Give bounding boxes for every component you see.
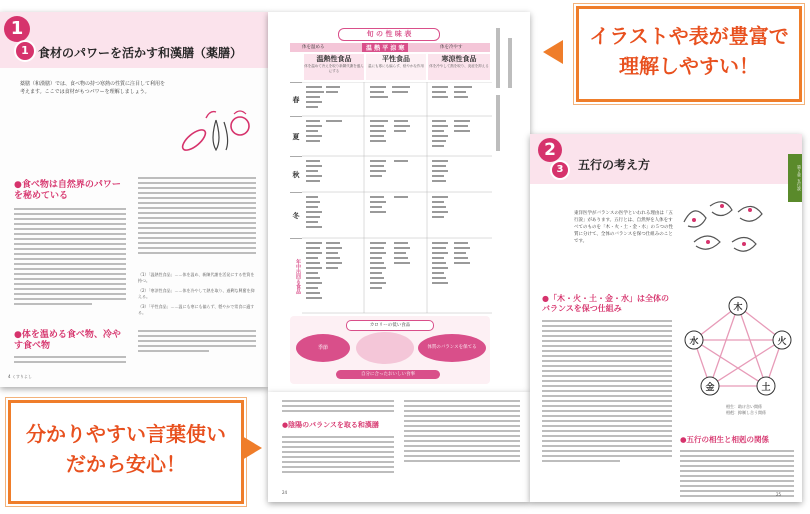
body-text-col1 [14,208,126,308]
element-label-water: 水 [689,337,699,347]
col-head-warm [304,54,364,80]
element-label-wood: 木 [733,303,743,313]
scale-mid-label: 温 熱 平 涼 寒 [362,43,408,52]
lower-text-col1 [282,400,394,415]
right-page-number: 25 [776,492,782,497]
body-text-col1 [542,320,672,465]
element-label-fire: 火 [777,337,787,347]
row-label-winter: 冬 [290,192,302,239]
legend-item: 相生：助け合い関係 [726,404,762,409]
callout-line-2: 理解しやすい！ [619,54,759,78]
section-heading-1: ●食べ物は自然界のパワーを秘めている [14,180,121,201]
callout-arrow-right-icon [242,436,262,460]
page-number-value: 4 [8,374,11,379]
vegetable-illustration-icon [176,100,256,162]
side-note-column [496,28,524,158]
callout-line-1: 分かりやすい言葉使い [26,422,226,446]
chapter-number-badge: 2 [538,138,562,162]
body-text-col2b [138,330,256,355]
classification-list [138,272,258,320]
element-label-earth: 土 [761,383,771,393]
diagram-left-circle: 季節 [296,334,350,362]
col-head-neutral [366,54,426,80]
scale-left-label: 体を温める [302,45,325,50]
callout-line-2: だから安心！ [66,452,186,476]
intro-text: 薬膳（和漢膳）では、食べ物の持つ寒熱の性質に注目して利用を考えます。ここでは食材がもつパワーを理解しましょう。 [20,81,166,95]
right-page [530,134,802,502]
lower-center-page [268,392,530,502]
body-text-col2 [138,177,256,257]
center-page [268,12,530,392]
callout-rich-illustrations [576,6,802,102]
intro-text: 東洋医学がバランスの医学といわれる理由は「五行説」があります。五行とは、自然界を人体をすべてのものを「木・火・土・金・水」の５つの性質に分けて、全体のバランスを保つ仕組みのことです。 [574,211,673,244]
col-head-sub: 体を冷やして熱を取り、炎症を抑える [429,64,489,68]
lower-page-number: 24 [282,490,288,495]
row-label-yearround: 年中出回る食品 [290,238,302,313]
col-head-cool [428,54,490,80]
section-number-badge: 3 [550,160,570,180]
page-title: 五行の考え方 [578,158,651,172]
chapter-tab: 第２章 五行説 [788,154,802,202]
callout-line-1: イラストや表が豊富で [589,24,789,48]
page-number [8,374,32,380]
section-heading-1: ●「木・火・土・金・水」は全体のバランスを保つ仕組み [542,294,669,313]
body-text-col1b [14,356,126,366]
diagram-legend [726,404,766,416]
diagram-center-circle [356,332,414,364]
chapter-number-badge: 1 [4,16,30,42]
col-head-title: 寒涼性食品 [441,55,477,63]
scale-right-label: 体を冷やす [440,45,463,50]
five-elements-illustration-icon [674,192,784,262]
element-label-metal: 金 [705,383,715,393]
lower-text-col2 [404,400,520,465]
left-page [0,12,268,387]
lower-text-col1b [282,436,394,476]
callout-arrow-left-icon [543,40,563,64]
seasonal-food-table [302,82,492,314]
list-item: （3）「平性食品」……温にも寒にも偏らず、穏やかで常食に適する。 [138,304,255,315]
right-header-band [530,134,802,184]
page-label: くすりよし [11,374,32,379]
row-label-summer: 夏 [290,116,302,157]
section-number-badge: 1 [14,40,36,62]
temperature-scale [290,43,490,52]
section-heading-2: ●五行の相生と相剋の関係 [680,435,770,444]
callout-easy-words [8,400,244,504]
row-label-autumn: 秋 [290,156,302,193]
col-head-title: 平性食品 [382,55,410,63]
diagram-right-circle: 体質のバランスを保てる [418,334,486,362]
section-heading-2: ●体を温める食べ物、冷やす食べ物 [14,330,121,351]
bottom-diagram [290,316,490,384]
lower-section-heading: ●陰陽のバランスを取る和漢膳 [282,421,379,429]
table-title: 旬 の 性 味 表 [338,28,440,41]
diagram-top-label: カロリーの低い食品 [346,320,434,331]
col-head-sub: 温にも寒にも偏らず、穏やかな作用 [368,64,424,68]
col-head-title: 温熱性食品 [316,55,352,63]
page-title: 食材のパワーを活かす和漢膳（薬膳） [38,46,243,60]
col-head-sub: 体を温めて冷えを取り新陳代謝を盛んにする [304,64,364,73]
row-label-spring: 春 [290,82,302,117]
legend-item: 相剋：抑制し合う関係 [726,410,766,415]
list-item: （1）「温熱性食品」……体を温め、新陳代謝を活発にする性質を持つ。 [138,272,255,283]
list-item: （2）「寒涼性食品」……体を冷やして熱を取り、過剰な興奮を抑える。 [138,288,255,299]
diagram-bottom-label: 自分に合ったおいしい食事 [336,370,440,379]
